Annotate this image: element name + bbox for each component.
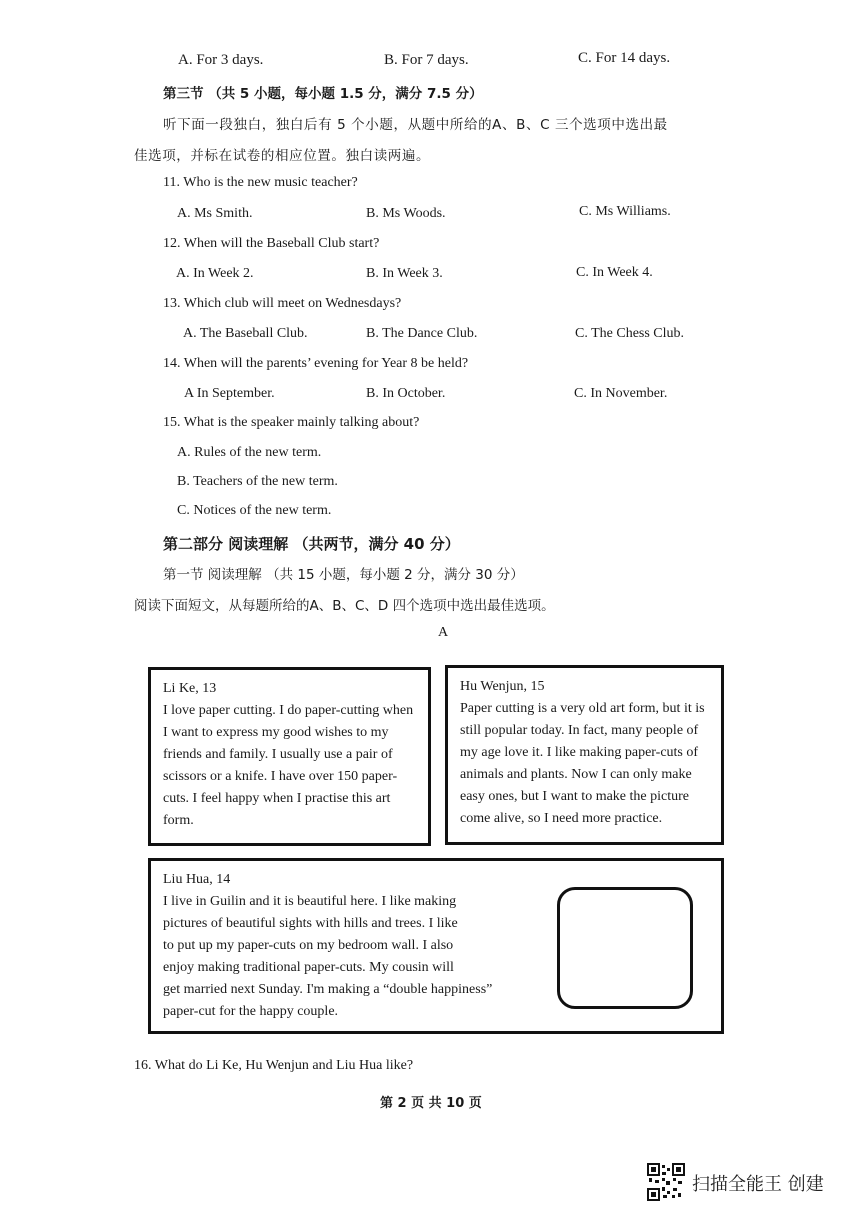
- text-line: get married next Sunday. I'm making a “double happiness”: [163, 982, 493, 997]
- q11-option-a: A. Ms Smith.: [177, 206, 253, 221]
- q15-option-b: B. Teachers of the new term.: [177, 474, 338, 489]
- text-line: I want to express my good wishes to my: [163, 725, 389, 740]
- q12-option-c: C. In Week 4.: [576, 265, 653, 280]
- question-15: 15. What is the speaker mainly talking about?: [163, 415, 420, 430]
- question-14: 14. When will the parents’ evening for Year 8 be held?: [163, 356, 469, 371]
- q13-option-b: B. The Dance Club.: [366, 326, 478, 341]
- profile-text: [163, 700, 418, 832]
- text-line: enjoy making traditional paper-cuts. My cousin will: [163, 960, 454, 975]
- page-number: 第 2 页 共 10 页: [380, 1096, 482, 1111]
- text-line: form.: [163, 813, 194, 828]
- text-line: easy ones, but I want to make the picture: [460, 789, 689, 804]
- text-line: friends and family. I usually use a pair of: [163, 747, 393, 762]
- q14-option-c: C. In November.: [574, 386, 668, 401]
- passage-label: A: [438, 625, 449, 640]
- text-line: Paper cutting is a very old art form, but it is: [460, 701, 705, 716]
- text-line: scissors or a knife. I have over 150 paper-: [163, 769, 398, 784]
- part2-instruction: 阅读下面短文，从每题所给的A、B、C、D 四个选项中选出最佳选项。: [134, 598, 555, 614]
- q11-option-b: B. Ms Woods.: [366, 206, 446, 221]
- part2-heading: 第二部分 阅读理解 （共两节，满分 40 分）: [163, 535, 460, 553]
- watermark-text: 扫描全能王 创建: [692, 1174, 824, 1195]
- section3-instruction-2: 佳选项，并标在试卷的相应位置。独白读两遍。: [134, 148, 431, 164]
- profile-box-hu-wenjun: [445, 665, 724, 845]
- part2-section1: 第一节 阅读理解 （共 15 小题，每小题 2 分，满分 30 分）: [163, 567, 524, 583]
- q13-option-a: A. The Baseball Club.: [183, 326, 308, 341]
- q14-option-a: A In September.: [184, 386, 275, 401]
- q13-option-c: C. The Chess Club.: [575, 326, 685, 341]
- question-16: 16. What do Li Ke, Hu Wenjun and Liu Hua like?: [134, 1058, 414, 1073]
- text-line: still popular today. In fact, many people of: [460, 723, 699, 738]
- profile-text: [460, 698, 711, 830]
- q11-option-c: C. Ms Williams.: [579, 204, 671, 219]
- section3-heading: 第三节 （共 5 小题，每小题 1.5 分，满分 7.5 分）: [163, 86, 483, 102]
- q14-option-b: B. In October.: [366, 386, 446, 401]
- q12-option-a: A. In Week 2.: [176, 266, 254, 281]
- option-a: A. For 3 days.: [178, 52, 264, 68]
- profile-name: Hu Wenjun, 15: [460, 679, 545, 694]
- q15-option-a: A. Rules of the new term.: [177, 445, 322, 460]
- question-12: 12. When will the Baseball Club start?: [163, 236, 380, 251]
- picture-frame: [557, 887, 693, 1009]
- text-line: pictures of beautiful sights with hills and trees. I like: [163, 916, 458, 931]
- text-line: my age love it. I like making paper-cuts of: [460, 745, 699, 760]
- qr-code-icon: [647, 1163, 685, 1201]
- text-line: paper-cut for the happy couple.: [163, 1004, 339, 1019]
- profile-text: [163, 891, 503, 1023]
- text-line: I live in Guilin and it is beautiful here. I like making: [163, 894, 457, 909]
- question-11: 11. Who is the new music teacher?: [163, 175, 358, 190]
- text-line: cuts. I feel happy when I practise this art: [163, 791, 391, 806]
- profile-name: Li Ke, 13: [163, 681, 217, 696]
- text-line: to put up my paper-cuts on my bedroom wall. I also: [163, 938, 454, 953]
- option-b: B. For 7 days.: [384, 52, 469, 68]
- profile-box-liu-hua: [148, 858, 724, 1034]
- profile-box-li-ke: [148, 667, 431, 846]
- section3-instruction-1: 听下面一段独白，独白后有 5 个小题，从题中所给的A、B、C 三个选项中选出最: [163, 117, 668, 133]
- text-line: come alive, so I need more practice.: [460, 811, 663, 826]
- text-line: animals and plants. Now I can only make: [460, 767, 692, 782]
- profile-name: Liu Hua, 14: [163, 872, 231, 887]
- q12-option-b: B. In Week 3.: [366, 266, 443, 281]
- text-line: I love paper cutting. I do paper-cutting when: [163, 703, 414, 718]
- question-13: 13. Which club will meet on Wednesdays?: [163, 296, 402, 311]
- option-c: C. For 14 days.: [578, 50, 671, 66]
- q15-option-c: C. Notices of the new term.: [177, 503, 332, 518]
